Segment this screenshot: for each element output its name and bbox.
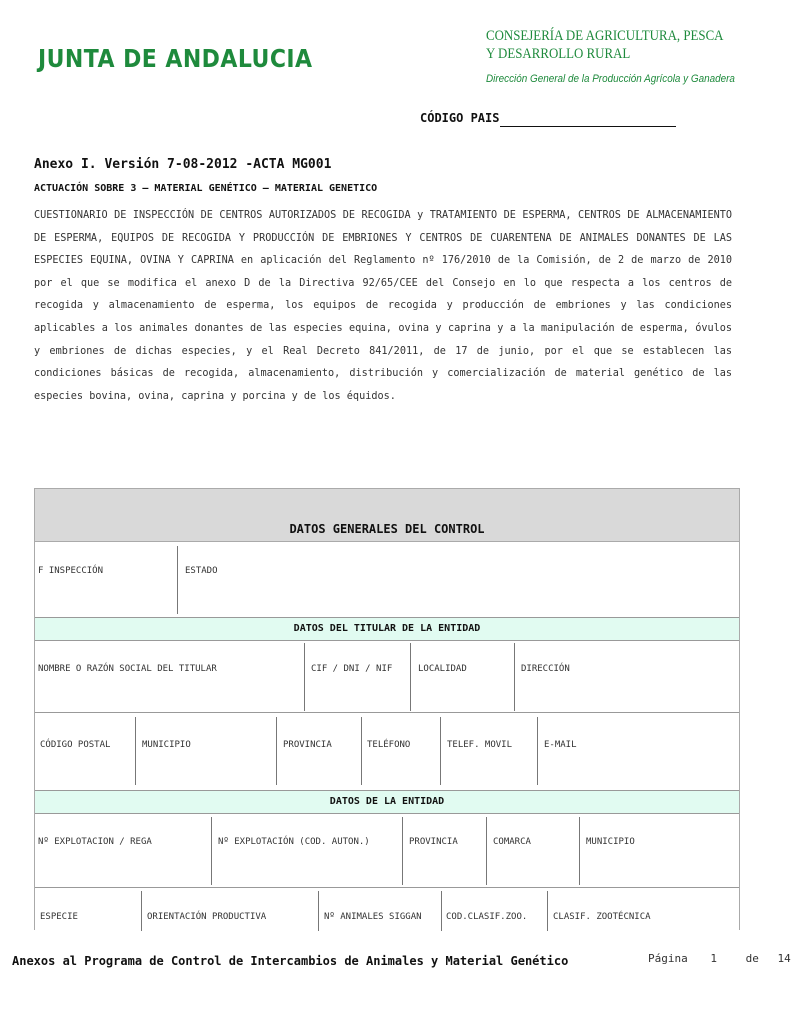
divider	[304, 643, 305, 711]
divider	[318, 891, 319, 931]
localidad-label: LOCALIDAD	[418, 664, 467, 674]
actuacion-subtitle: ACTUACIÓN SOBRE 3 – MATERIAL GENÉTICO – MATERIAL GENETICO	[34, 183, 378, 194]
divider	[211, 817, 212, 885]
divider	[579, 817, 580, 885]
entidad-section-header: DATOS DE LA ENTIDAD	[35, 790, 739, 814]
provincia-entidad-label: PROVINCIA	[409, 837, 458, 847]
consejeria-line-1: CONSEJERÍA DE AGRICULTURA, PESCA	[486, 28, 724, 44]
municipio-label: MUNICIPIO	[142, 740, 191, 750]
cuestionario-paragraph: CUESTIONARIO DE INSPECCIÓN DE CENTROS AUTORIZADOS DE RECOGIDA y TRATAMIENTO DE ESPERMA, CENTROS DE ALMACENAMIENTO DE ESPERMA, EQUIPOS DE RECOGIDA Y PRODUCCIÓN DE EMBRIONES Y CENTROS DE CUARENTENA DE ANIMALES DONANTES DE LAS ESPECIES EQUINA, OVINA Y CAPRINA en aplicación del Reglamento nº 176/2010 de la Comisión, de 2 de marzo de 2010 por el que se modifica el anexo D de la Directiva 92/65/CEE del Consejo en lo que respecta a los centros de recogida y almacenamiento de esperma, los equipos de recogida y producción de embriones y las condiciones aplicables a los animales donantes de las especies equina, ovina y caprina y a la manipulación de esperma, óvulos y embriones de dichas especies, y el Real Decreto 841/2011, de 17 de junio, por el que se establecen las condiciones básicas de recogida, almacenamiento, distribución y comercialización de material genético de las especies bovina, ovina, caprina y porcina y de los équidos.	[34, 210, 732, 402]
divider	[135, 717, 136, 785]
consejeria-name	[486, 27, 723, 63]
orientacion-productiva-label: ORIENTACIÓN PRODUCTIVA	[147, 912, 267, 922]
form-title: DATOS GENERALES DEL CONTROL	[289, 522, 485, 536]
document-title: Anexo I. Versión 7-08-2012 -ACTA MG001	[34, 157, 332, 172]
page-total: 14	[777, 952, 791, 965]
divider	[486, 817, 487, 885]
nombre-titular-label: NOMBRE O RAZÓN SOCIAL DEL TITULAR	[38, 664, 217, 674]
consejeria-line-2: Y DESARROLLO RURAL	[486, 46, 631, 62]
f-inspeccion-label: F INSPECCIÓN	[38, 566, 104, 576]
clasif-zootecnica-label: CLASIF. ZOOTÉCNICA	[553, 912, 651, 922]
divider	[441, 891, 442, 931]
explotacion-rega-label: Nº EXPLOTACION / REGA	[38, 837, 152, 847]
codigo-pais-field[interactable]	[500, 126, 676, 127]
provincia-label: PROVINCIA	[283, 740, 332, 750]
divider	[440, 717, 441, 785]
telef-movil-label: TELEF. MOVIL	[447, 740, 513, 750]
estado-label: ESTADO	[185, 566, 218, 576]
titular-section-header: DATOS DEL TITULAR DE LA ENTIDAD	[35, 617, 739, 641]
divider	[276, 717, 277, 785]
animales-siggan-label: Nº ANIMALES SIGGAN	[324, 912, 422, 922]
codigo-pais-label: CÓDIGO PAIS	[420, 111, 500, 125]
municipio-entidad-label: MUNICIPIO	[586, 837, 635, 847]
divider	[514, 643, 515, 711]
of-label: de	[745, 952, 759, 965]
row-separator	[35, 887, 739, 888]
junta-de-andalucia-logo: JUNTA DE ANDALUCIA	[38, 44, 313, 73]
divider	[402, 817, 403, 885]
form-header	[35, 489, 739, 542]
divider	[177, 546, 178, 614]
email-label: E-MAIL	[544, 740, 577, 750]
telefono-label: TELÉFONO	[367, 740, 411, 750]
row-separator	[35, 712, 739, 713]
cif-label: CIF / DNI / NIF	[311, 664, 393, 674]
especie-label: ESPECIE	[40, 912, 78, 922]
divider	[537, 717, 538, 785]
footer-title: Anexos al Programa de Control de Intercambios de Animales y Material Genético	[12, 954, 569, 968]
page-label: Página	[648, 952, 688, 965]
divider	[141, 891, 142, 931]
comarca-label: COMARCA	[493, 837, 531, 847]
page-current: 1	[710, 952, 717, 965]
direccion-general: Dirección General de la Producción Agrícola y Ganadera	[486, 73, 735, 85]
divider	[410, 643, 411, 711]
codigo-postal-label: CÓDIGO POSTAL	[40, 740, 111, 750]
page-number	[648, 952, 791, 965]
divider	[361, 717, 362, 785]
direccion-label: DIRECCIÓN	[521, 664, 570, 674]
cod-clasif-zoo-label: COD.CLASIF.ZOO.	[446, 912, 528, 922]
datos-generales-form	[34, 488, 740, 930]
explotacion-auton-label: Nº EXPLOTACIÓN (COD. AUTON.)	[218, 837, 370, 847]
divider	[547, 891, 548, 931]
